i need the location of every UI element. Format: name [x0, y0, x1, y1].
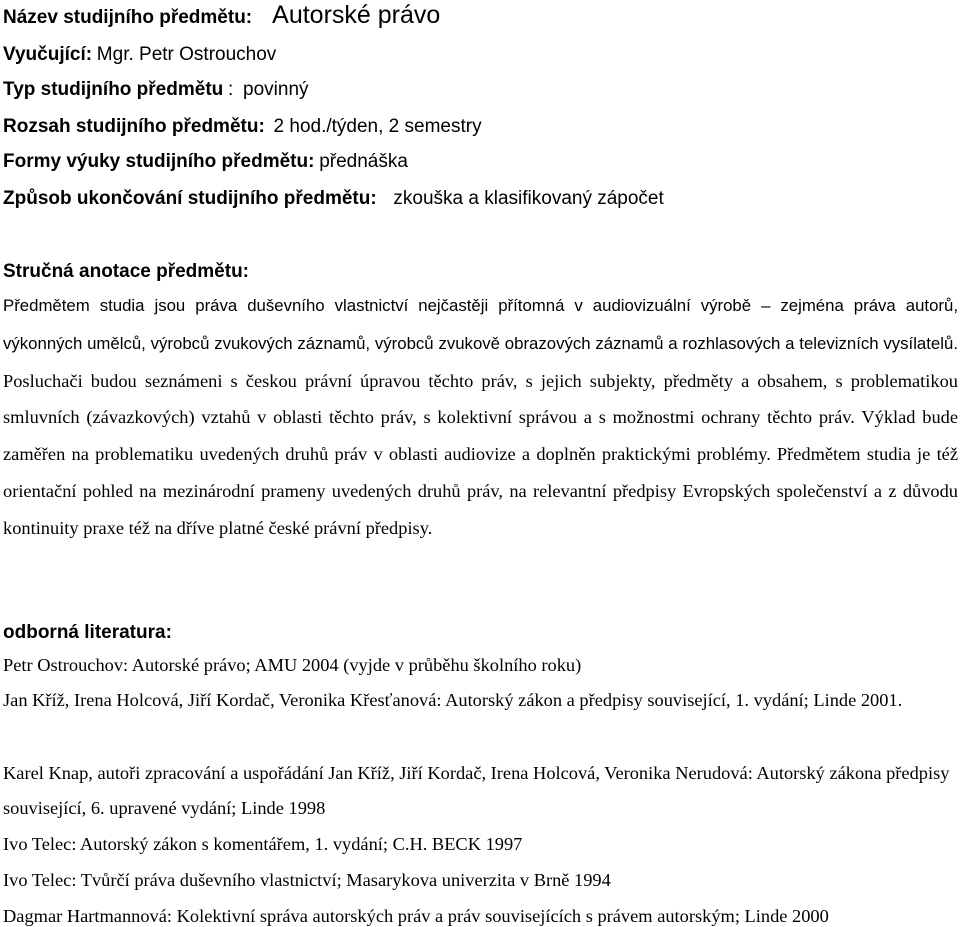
type-label: Typ studijního předmětu [3, 79, 224, 100]
completion-label: Způsob ukončování studijního předmětu: [3, 188, 377, 209]
literature-item: Karel Knap, autoři zpracování a uspořádání Jan Kříž, Jiří Kordač, Irena Holcová, Veronika Nerudová: Autorský zákona předpisy související, 6. upravené vydání; Linde 1998 [3, 763, 950, 818]
course-name-value: Autorské právo [272, 1, 441, 29]
forms-label: Formy výuky studijního předmětu: [3, 151, 315, 172]
scope-row [3, 116, 482, 138]
teacher-row [3, 44, 276, 66]
type-sep: : [228, 79, 234, 100]
literature-item: Dagmar Hartmannová: Kolektivní správa autorských práv a práv souvisejících s právem autorským; Linde 2000 [3, 906, 829, 926]
completion-value: zkouška a klasifikovaný zápočet [393, 188, 664, 209]
teacher-value: Mgr. Petr Ostrouchov [96, 44, 277, 65]
scope-label: Rozsah studijního předmětu: [3, 116, 265, 137]
annotation-text [3, 287, 958, 547]
literature-item: Ivo Telec: Autorský zákon s komentářem, 1. vydání; C.H. BECK 1997 [3, 834, 523, 854]
completion-row [3, 188, 664, 210]
literature-item: Ivo Telec: Tvůrčí práva duševního vlastnictví; Masarykova univerzita v Brně 1994 [3, 870, 611, 890]
type-value: povinný [243, 79, 309, 100]
forms-row [3, 151, 408, 173]
literature-item: Petr Ostrouchov: Autorské právo; AMU 2004 (vyjde v průběhu školního roku) [3, 655, 582, 675]
annotation-heading: Stručná anotace předmětu: [3, 261, 249, 282]
course-name-label: Název studijního předmětu: [3, 7, 253, 28]
literature-item: Jan Kříž, Irena Holcová, Jiří Kordač, Veronika Křesťanová: Autorský zákon a předpisy související, 1. vydání; Linde 2001. [3, 690, 903, 710]
course-name-row [3, 1, 441, 29]
annotation-part-2: Posluchači budou seznámeni s českou právní úpravou těchto práv, s jejich subjekty, předměty a obsahem, s problematikou smluvních (závazkových) vztahů v oblasti těchto práv, s kolektivní správou a s možnostmi ochrany těchto práv. Výklad bude zaměřen na problematiku uvedených druhů práv v oblasti audiovize a doplněn praktickými problémy. [3, 370, 958, 465]
literature-heading: odborná literatura: [3, 622, 172, 643]
teacher-label: Vyučující: [3, 44, 93, 65]
annotation-part-1: Předmětem studia jsou práva duševního vlastnictví nejčastěji přítomná v audiovizuální výrobě – zejména práva autorů, výkonných umělců, výrobců zvukových záznamů, výrobců zvukově obrazových záznamů a rozhlasových a televizních vysílatelů. [3, 296, 958, 353]
scope-value: 2 hod./týden, 2 semestry [273, 116, 482, 137]
type-row [3, 79, 309, 101]
annotation-part-3: Předmětem studia je též orientační pohled na mezinárodní prameny uvedených druhů práv, na relevantní předpisy Evropských společenství a z důvodu kontinuity praxe též na dříve platné české právní předpisy. [3, 444, 959, 538]
forms-value: přednáška [319, 151, 408, 172]
